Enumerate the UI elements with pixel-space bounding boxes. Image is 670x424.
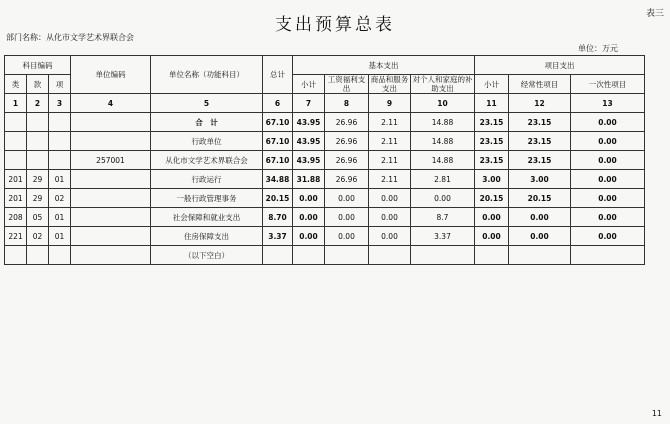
cell-goods: 2.11 xyxy=(369,113,411,132)
cell-psub: 23.15 xyxy=(475,113,509,132)
cell-psub: 3.00 xyxy=(475,170,509,189)
cell-lei: 221 xyxy=(5,227,27,246)
cell-sub: 0.00 xyxy=(293,189,325,208)
cell-xiang xyxy=(49,151,71,170)
table-row xyxy=(5,132,645,151)
cell-total: 67.10 xyxy=(263,132,293,151)
cell-psub: 23.15 xyxy=(475,151,509,170)
cell-total: 67.10 xyxy=(263,113,293,132)
cell-sub xyxy=(293,246,325,265)
header-wages: 工资福利支出 xyxy=(325,75,369,94)
cell-regular: 20.15 xyxy=(509,189,571,208)
column-number: 6 xyxy=(263,94,293,113)
column-number: 10 xyxy=(411,94,475,113)
column-number-row xyxy=(5,94,645,113)
table-row xyxy=(5,189,645,208)
cell-xiang: 01 xyxy=(49,208,71,227)
column-number: 9 xyxy=(369,94,411,113)
header-unit-code: 单位编码 xyxy=(71,56,151,94)
cell-oneoff: 0.00 xyxy=(571,113,645,132)
cell-kuan: 29 xyxy=(27,170,49,189)
cell-goods: 2.11 xyxy=(369,151,411,170)
cell-sub: 43.95 xyxy=(293,132,325,151)
cell-psub: 0.00 xyxy=(475,208,509,227)
column-number: 5 xyxy=(151,94,263,113)
header-oneoff: 一次性项目 xyxy=(571,75,645,94)
cell-oneoff: 0.00 xyxy=(571,151,645,170)
cell-xiang: 01 xyxy=(49,227,71,246)
cell-code: 257001 xyxy=(71,151,151,170)
cell-xiang: 02 xyxy=(49,189,71,208)
cell-oneoff: 0.00 xyxy=(571,170,645,189)
cell-oneoff: 0.00 xyxy=(571,227,645,246)
cell-personal: 0.00 xyxy=(411,189,475,208)
unit-label: 单位：万元 xyxy=(578,44,618,53)
cell-personal: 2.81 xyxy=(411,170,475,189)
cell-name: 从化市文学艺术界联合会 xyxy=(151,151,263,170)
cell-regular: 0.00 xyxy=(509,208,571,227)
cell-personal: 14.88 xyxy=(411,113,475,132)
budget-table xyxy=(4,55,645,265)
cell-name: 行政单位 xyxy=(151,132,263,151)
cell-code xyxy=(71,227,151,246)
cell-regular: 23.15 xyxy=(509,132,571,151)
cell-regular xyxy=(509,246,571,265)
cell-name: 合 计 xyxy=(151,113,263,132)
cell-goods: 0.00 xyxy=(369,208,411,227)
cell-lei xyxy=(5,113,27,132)
cell-kuan xyxy=(27,151,49,170)
cell-sub: 43.95 xyxy=(293,151,325,170)
cell-total: 34.88 xyxy=(263,170,293,189)
cell-wages: 26.96 xyxy=(325,132,369,151)
cell-personal: 8.7 xyxy=(411,208,475,227)
cell-code xyxy=(71,189,151,208)
table-row xyxy=(5,246,645,265)
cell-name: 住房保障支出 xyxy=(151,227,263,246)
cell-lei: 208 xyxy=(5,208,27,227)
cell-wages: 0.00 xyxy=(325,227,369,246)
cell-personal xyxy=(411,246,475,265)
cell-total: 3.37 xyxy=(263,227,293,246)
header-basic: 基本支出 xyxy=(293,56,475,75)
cell-sub: 0.00 xyxy=(293,208,325,227)
cell-xiang xyxy=(49,246,71,265)
cell-regular: 23.15 xyxy=(509,113,571,132)
cell-code xyxy=(71,113,151,132)
cell-wages: 26.96 xyxy=(325,151,369,170)
cell-kuan: 02 xyxy=(27,227,49,246)
cell-code xyxy=(71,246,151,265)
cell-goods xyxy=(369,246,411,265)
cell-oneoff xyxy=(571,246,645,265)
cell-name: 行政运行 xyxy=(151,170,263,189)
header-regular: 经常性项目 xyxy=(509,75,571,94)
page-number: 11 xyxy=(651,409,662,418)
cell-goods: 2.11 xyxy=(369,170,411,189)
header-subject-code: 科目编码 xyxy=(5,56,71,75)
cell-goods: 0.00 xyxy=(369,189,411,208)
cell-name: 社会保障和就业支出 xyxy=(151,208,263,227)
cell-personal: 14.88 xyxy=(411,151,475,170)
cell-regular: 3.00 xyxy=(509,170,571,189)
column-number: 1 xyxy=(5,94,27,113)
cell-regular: 23.15 xyxy=(509,151,571,170)
header-unit-name: 单位名称（功能科目） xyxy=(151,56,263,94)
column-number: 11 xyxy=(475,94,509,113)
cell-psub: 0.00 xyxy=(475,227,509,246)
cell-kuan xyxy=(27,246,49,265)
cell-wages: 0.00 xyxy=(325,189,369,208)
cell-total: 67.10 xyxy=(263,151,293,170)
header-project: 项目支出 xyxy=(475,56,645,75)
cell-oneoff: 0.00 xyxy=(571,189,645,208)
cell-oneoff: 0.00 xyxy=(571,208,645,227)
cell-total: 8.70 xyxy=(263,208,293,227)
header-goods: 商品和服务支出 xyxy=(369,75,411,94)
cell-wages: 0.00 xyxy=(325,208,369,227)
header-xiang: 项 xyxy=(49,75,71,94)
cell-sub: 43.95 xyxy=(293,113,325,132)
table-row xyxy=(5,208,645,227)
header-kuan: 款 xyxy=(27,75,49,94)
table-row xyxy=(5,113,645,132)
cell-xiang: 01 xyxy=(49,170,71,189)
table-row xyxy=(5,170,645,189)
cell-psub: 20.15 xyxy=(475,189,509,208)
cell-total xyxy=(263,246,293,265)
cell-kuan xyxy=(27,132,49,151)
cell-psub xyxy=(475,246,509,265)
cell-lei: 201 xyxy=(5,189,27,208)
cell-sub: 0.00 xyxy=(293,227,325,246)
cell-goods: 0.00 xyxy=(369,227,411,246)
cell-wages: 26.96 xyxy=(325,170,369,189)
cell-xiang xyxy=(49,132,71,151)
cell-goods: 2.11 xyxy=(369,132,411,151)
cell-kuan xyxy=(27,113,49,132)
column-number: 12 xyxy=(509,94,571,113)
table-number: 表三 xyxy=(645,9,664,19)
column-number: 13 xyxy=(571,94,645,113)
column-number: 7 xyxy=(293,94,325,113)
cell-kuan: 29 xyxy=(27,189,49,208)
cell-name: 一般行政管理事务 xyxy=(151,189,263,208)
table-row xyxy=(5,227,645,246)
cell-kuan: 05 xyxy=(27,208,49,227)
cell-lei: 201 xyxy=(5,170,27,189)
cell-code xyxy=(71,132,151,151)
header-personal: 对个人和家庭的补助支出 xyxy=(412,75,473,93)
header-project-subtotal: 小计 xyxy=(475,75,509,94)
cell-lei xyxy=(5,132,27,151)
header-basic-subtotal: 小计 xyxy=(293,75,325,94)
cell-sub: 31.88 xyxy=(293,170,325,189)
cell-oneoff: 0.00 xyxy=(571,132,645,151)
column-number: 3 xyxy=(49,94,71,113)
column-number: 2 xyxy=(27,94,49,113)
cell-wages: 26.96 xyxy=(325,113,369,132)
cell-total: 20.15 xyxy=(263,189,293,208)
table-row xyxy=(5,151,645,170)
cell-psub: 23.15 xyxy=(475,132,509,151)
cell-wages xyxy=(325,246,369,265)
cell-code xyxy=(71,170,151,189)
cell-personal: 14.88 xyxy=(411,132,475,151)
column-number: 8 xyxy=(325,94,369,113)
header-lei: 类 xyxy=(5,75,27,94)
column-number: 4 xyxy=(71,94,151,113)
page-title: 支出预算总表 xyxy=(275,15,395,35)
cell-lei xyxy=(5,246,27,265)
cell-name: （以下空白） xyxy=(151,246,263,265)
cell-code xyxy=(71,208,151,227)
cell-lei xyxy=(5,151,27,170)
cell-personal: 3.37 xyxy=(411,227,475,246)
header-total: 总计 xyxy=(263,56,293,94)
cell-regular: 0.00 xyxy=(509,227,571,246)
cell-xiang xyxy=(49,113,71,132)
department-name: 部门名称：从化市文学艺术界联合会 xyxy=(6,33,134,42)
